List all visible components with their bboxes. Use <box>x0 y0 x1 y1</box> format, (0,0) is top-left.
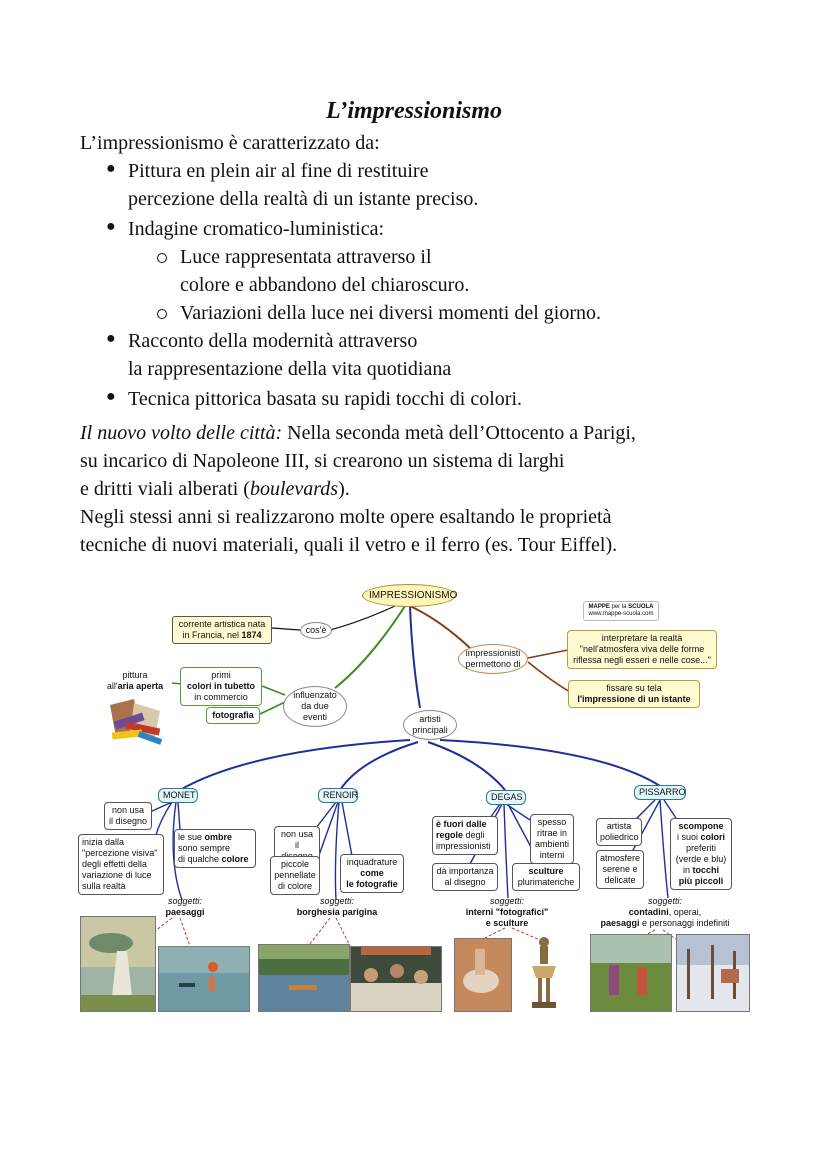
degas-node-regole-l3: impressionisti <box>436 841 491 851</box>
monet-node-percezione-l1: inizia dalla <box>82 837 125 847</box>
map-root-node: IMPRESSIONISMO <box>362 584 456 607</box>
paragraph-line-3b: ). <box>338 478 350 500</box>
connector-root-permettono <box>410 606 470 648</box>
piss-scompone-l2b: colori <box>700 832 726 842</box>
degas-node-disegno <box>432 863 498 891</box>
renoir-soggetti <box>282 896 392 918</box>
node-pittura-l2b: aria aperta <box>117 681 164 691</box>
degas-node-disegno-l2: al disegno <box>444 877 486 887</box>
pissarro-snow-landscape-painting <box>676 934 750 1012</box>
pissarro-node-scompone-l4: (verde e blu) <box>675 854 727 864</box>
artist-monet: MONET <box>158 788 198 803</box>
mappe-logo <box>583 601 659 621</box>
monet-node-disegno-l2: il disegno <box>108 816 148 826</box>
connector-root-artisti <box>410 606 420 708</box>
node-artisti <box>403 710 457 740</box>
connector-root-cose <box>330 606 395 630</box>
pissarro-node-atmosfere-l1: atmosfere <box>600 853 641 863</box>
node-primi <box>180 667 262 706</box>
pissarro-node-scompone <box>670 818 732 890</box>
renoir-node-inquadrature-l3: le fotografie <box>346 879 398 889</box>
monet-ombre-l3b: colore <box>221 854 249 864</box>
node-artisti-l1: artisti <box>419 714 441 724</box>
node-primi-l1: primi <box>211 670 231 680</box>
node-interpretare-l1: interpretare la realtà <box>601 633 683 643</box>
degas-node-interni-l1: spesso <box>537 817 567 827</box>
monet-ombre-l1a: le sue <box>178 832 205 842</box>
node-fotografia: fotografia <box>206 707 260 724</box>
piss-sogg-l1b: , operai, <box>668 907 702 917</box>
paragraph-line-3a: e dritti viali alberati ( <box>80 478 250 500</box>
renoir-node-pennellate-l2: pennellate <box>274 870 316 880</box>
degas-dancer-sculpture <box>524 934 564 1010</box>
logo-word-scuola: SCUOLA <box>628 604 654 610</box>
monet-node-ombre-l1 <box>178 832 252 843</box>
monet-woman-parasol-painting <box>80 916 156 1012</box>
degas-node-interni-l2: ritrae in <box>536 828 567 838</box>
connector-artisti-monet <box>180 740 410 790</box>
sub-bullet-1-line-1: Luce rappresentata attraverso il <box>180 246 432 268</box>
sub-bullet-1-line-2: colore e abbandono del chiaroscuro. <box>180 274 470 296</box>
bullet-4: Tecnica pittorica basata su rapidi tocchi di colori. <box>128 388 523 410</box>
sub-bullet-2: Variazioni della luce nei diversi momenti del giorno. <box>180 302 601 324</box>
degas-soggetti <box>452 896 562 929</box>
pissarro-node-scompone-l3: preferiti <box>685 843 716 853</box>
pissarro-soggetti <box>590 896 740 929</box>
paint-tubes-image <box>104 697 168 749</box>
bullet-3-line-2: la rappresentazione della vita quotidiana <box>128 358 452 380</box>
artist-pissarro: PISSARRO <box>634 785 686 800</box>
degas-node-regole-l1: è fuori dalle <box>436 819 487 829</box>
degas-node-regole <box>432 816 498 855</box>
paragraph-line-1-rest: Nella seconda metà dell’Ottocento a Parigi, <box>282 422 636 444</box>
bullet-1-line-2: percezione della realtà di un istante preciso. <box>128 188 479 210</box>
connector-permettono-fissare <box>528 662 570 692</box>
piss-sogg-l2a: paesaggi <box>600 918 640 928</box>
monet-node-ombre <box>174 829 256 868</box>
connector-root-influenzato <box>335 606 405 688</box>
node-influenzato-l2: da due eventi <box>301 701 329 722</box>
degas-dancers-painting <box>454 938 512 1012</box>
pissarro-soggetti-label: soggetti: <box>647 896 683 906</box>
pissarro-node-atmosfere <box>596 850 644 889</box>
bullet-dot: ● <box>106 388 116 405</box>
monet-node-ombre-l3 <box>178 854 252 865</box>
mappe-logo-title <box>586 604 656 611</box>
renoir-node-inquadrature-l1: inquadrature <box>346 857 398 867</box>
node-cose: cos'è <box>300 622 332 639</box>
monet-impression-sunrise-painting <box>158 946 250 1012</box>
monet-soggetti <box>140 896 230 918</box>
node-corrente <box>172 616 272 644</box>
node-influenzato <box>283 686 347 727</box>
degas-node-sculture-l2: plurimateriche <box>517 877 575 887</box>
paragraph-line-2: su incarico di Napoleone III, si crearono un sistema di larghi <box>80 450 565 472</box>
monet-node-percezione-l2: "percezione visiva" <box>82 848 158 858</box>
page-title: L’impressionismo <box>325 98 503 124</box>
paragraph-line-4: Negli stessi anni si realizzarono molte opere esaltando le proprietà <box>80 506 612 528</box>
degas-node-interni <box>530 814 574 864</box>
connector-influenzato-primi <box>262 686 285 695</box>
monet-node-percezione-l3: degli effetti della <box>82 859 147 869</box>
degas-soggetti-value-l1: interni "fotografici" <box>465 907 549 917</box>
node-primi-l2: colori in tubetto <box>187 681 255 691</box>
node-corrente-l1: corrente artistica nata <box>178 619 266 629</box>
piss-scompone-l2a: i suoi <box>676 832 701 842</box>
renoir-node-pennellate-l1: piccole <box>280 859 309 869</box>
renoir-node-inquadrature <box>340 854 404 893</box>
monet-node-percezione <box>78 834 164 895</box>
monet-ombre-l3a: di qualche <box>178 854 222 864</box>
renoir-node-pennellate-l3: di colore <box>277 881 313 891</box>
node-artisti-l2: principali <box>412 725 448 735</box>
node-pittura-l2 <box>98 681 172 692</box>
pissarro-node-scompone-l5 <box>674 865 728 876</box>
bullet-dot: ● <box>106 330 116 347</box>
connector-cose-corrente <box>272 628 300 630</box>
degas-regole-l2b: degli <box>463 830 485 840</box>
pissarro-node-poliedrico-l2: poliedrico <box>600 832 639 842</box>
pissarro-node-scompone-l6: più piccoli <box>678 876 724 886</box>
artist-renoir: RENOIR <box>318 788 358 803</box>
degas-node-interni-l4: interni <box>539 850 565 860</box>
pissarro-node-scompone-l2 <box>674 832 728 843</box>
monet-ombre-l1b: ombre <box>204 832 233 842</box>
degas-node-sculture <box>512 863 580 891</box>
monet-node-disegno-l1: non usa <box>111 805 145 815</box>
renoir-grenouillere-painting <box>258 944 350 1012</box>
renoir-luncheon-painting <box>350 946 442 1012</box>
node-interpretare-l2: "nell'atmosfera viva delle forme <box>579 644 705 654</box>
pissarro-node-poliedrico <box>596 818 642 846</box>
renoir-soggetti-value: borghesia parigina <box>296 907 378 917</box>
node-primi-l3: in commercio <box>194 692 248 702</box>
paragraph-line-5: tecniche di nuovi materiali, quali il vetro e il ferro (es. Tour Eiffel). <box>80 534 618 556</box>
node-pittura-l1: pittura <box>122 670 148 680</box>
pissarro-soggetti-l2 <box>590 918 740 929</box>
degas-soggetti-label: soggetti: <box>489 896 525 906</box>
node-corrente-l2 <box>176 630 268 641</box>
connector-artisti-renoir <box>340 742 418 790</box>
renoir-node-disegno-l1: non usa <box>280 829 314 839</box>
connector-permettono-interpretare <box>528 650 568 658</box>
degas-node-sculture-l1: sculture <box>528 866 564 876</box>
monet-soggetti-label: soggetti: <box>167 896 203 906</box>
node-fissare-l2: l'impressione di un istante <box>577 694 691 704</box>
bullet-1-line-1: Pittura en plein air al fine di restituire <box>128 160 429 182</box>
connector-artisti-degas <box>428 742 505 790</box>
node-fissare <box>568 680 700 708</box>
node-corrente-year: 1874 <box>241 630 262 640</box>
node-pittura <box>98 670 172 692</box>
node-interpretare <box>567 630 717 669</box>
pissarro-node-scompone-l1: scompone <box>678 821 724 831</box>
mappe-logo-url: www.mappe-scuola.com <box>588 611 654 617</box>
degas-soggetti-value-l2: e sculture <box>485 918 529 928</box>
monet-soggetti-value: paesaggi <box>165 907 205 917</box>
node-permettono-l2: permettono di <box>465 659 521 669</box>
intro-text: L’impressionismo è caratterizzato da: <box>80 132 380 154</box>
degas-node-interni-l3: ambienti <box>534 839 570 849</box>
monet-node-percezione-l4: variazione di luce <box>82 870 152 880</box>
node-permettono <box>458 644 528 674</box>
node-corrente-l2a: in Francia, nel <box>182 630 242 640</box>
monet-node-percezione-l5: sulla realtà <box>82 881 126 891</box>
renoir-node-disegno-l2: il <box>295 840 299 850</box>
node-fissare-l1: fissare su tela <box>606 683 662 693</box>
artist-degas: DEGAS <box>486 790 526 805</box>
node-permettono-l1: impressionisti <box>465 648 521 658</box>
pissarro-soggetti-l1 <box>590 907 740 918</box>
degas-regole-l2a: regole <box>436 830 464 840</box>
degas-node-disegno-l1: dà importanza <box>436 866 494 876</box>
node-influenzato-l1: influenzato <box>293 690 337 700</box>
pissarro-node-atmosfere-l3: delicate <box>604 875 636 885</box>
connector-influenzato-fotografia <box>260 702 285 714</box>
bullet-2: Indagine cromatico-luministica: <box>128 218 385 240</box>
node-interpretare-l3: riflessa negli esseri e nelle cose..." <box>573 655 711 665</box>
renoir-soggetti-label: soggetti: <box>319 896 355 906</box>
bullet-3-line-1: Racconto della modernità attraverso <box>128 330 418 352</box>
paragraph-heading: Il nuovo volto delle città: <box>80 422 283 444</box>
piss-sogg-l2b: e personaggi indefiniti <box>639 918 730 928</box>
renoir-node-inquadrature-l2: come <box>360 868 384 878</box>
renoir-node-pennellate <box>270 856 320 895</box>
piss-sogg-l1a: contadini <box>628 907 669 917</box>
logo-word-mappe: MAPPE <box>588 604 610 610</box>
boulevards-term: boulevards <box>249 478 339 500</box>
piss-scompone-l5a: in <box>682 865 693 875</box>
degas-node-regole-l2 <box>436 830 494 841</box>
pissarro-node-poliedrico-l1: artista <box>606 821 632 831</box>
monet-node-disegno <box>104 802 152 830</box>
bullet-dot: ● <box>106 160 116 177</box>
node-pittura-l2a: all' <box>106 681 118 691</box>
logo-word-per: per la <box>609 604 629 610</box>
pissarro-peasants-painting <box>590 934 672 1012</box>
piss-scompone-l5b: tocchi <box>692 865 720 875</box>
monet-node-ombre-l2: sono sempre <box>178 843 231 853</box>
bullet-dot: ● <box>106 218 116 235</box>
pissarro-node-atmosfere-l2: serene e <box>602 864 638 874</box>
